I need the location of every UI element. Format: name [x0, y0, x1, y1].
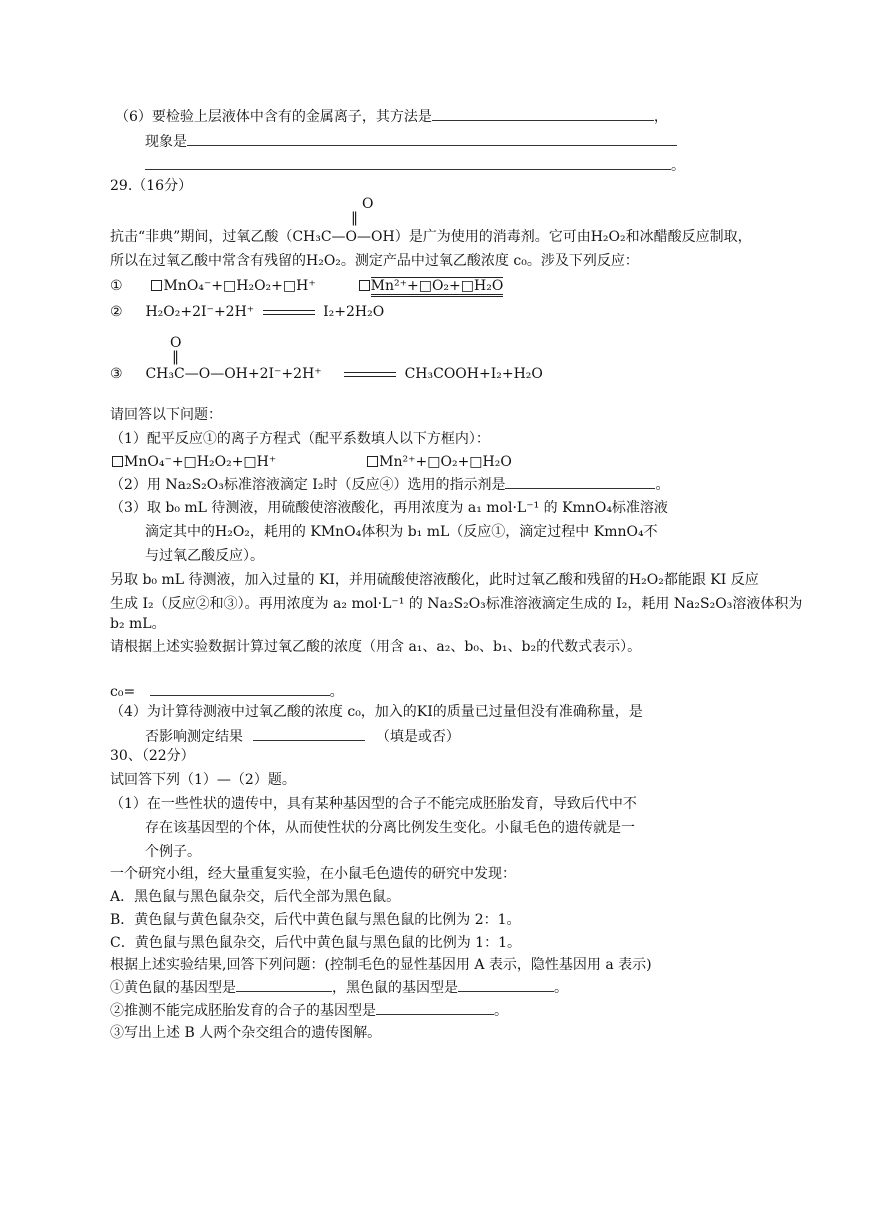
q30-line2: （1）在一些性状的遗传中，具有某种基因型的合子不能完成胚胎发育，导致后代中不	[110, 796, 637, 812]
o-label-2: O	[170, 335, 182, 351]
genotype-black-label: ，黑色鼠的基因型是	[332, 980, 458, 996]
reaction-right: I₂+2H₂O	[323, 304, 385, 320]
answer-blank[interactable]	[145, 155, 671, 170]
lethal-genotype-label: ②推测不能完成胚胎发育的合子的基因型是	[110, 1003, 376, 1019]
q29-intro-line2: 所以在过氧乙酸中常含有残留的H₂O₂。测定产品中过氧乙酸浓度 c₀。涉及下列反应：	[110, 253, 639, 269]
period: 。	[494, 1003, 508, 1019]
q30-line4: 个例子。	[145, 844, 201, 860]
q30-line1: 试回答下列（1）—（2）题。	[110, 772, 296, 788]
part-4-hint: （填是或否）	[375, 729, 460, 745]
answer-blank[interactable]	[236, 977, 332, 992]
answer-blank[interactable]	[253, 726, 365, 741]
q28-6-line3	[145, 155, 685, 176]
coefficient-box[interactable]	[151, 280, 162, 291]
answer-blank[interactable]	[458, 977, 554, 992]
part-1-equation	[110, 452, 512, 472]
double-bond: ‖	[351, 210, 358, 226]
c0-label: c₀=	[110, 684, 136, 700]
period: 。	[655, 477, 670, 493]
q28-6-prefix: （6）要检验上层液体中含有的金属离子，其方法是	[115, 109, 432, 125]
equation-left: MnO₄⁻+□H₂O₂+□H⁺	[124, 454, 277, 470]
equation-right: Mn²⁺+□O₂+□H₂O	[379, 454, 512, 470]
part-3-line7: 请根据上述实验数据计算过氧乙酸的浓度（用含 a₁、a₂、b₀、b₁、b₂的代数式表示）。	[110, 639, 642, 655]
q30-line6: A．黑色鼠与黑色鼠杂交，后代全部为黑色鼠。	[110, 889, 401, 905]
q28-6-comma: ，	[653, 109, 668, 125]
answer-blank[interactable]	[505, 474, 655, 489]
reaction-right: CH₃COOH+I₂+H₂O	[404, 366, 543, 382]
answer-blank[interactable]	[376, 1000, 494, 1015]
part-3-line6: b₂ mL。	[110, 616, 166, 632]
q30-line12: ③写出上述 B 人两个杂交组合的遗传图解。	[110, 1025, 382, 1041]
part-3-line5: 生成 I₂（反应②和③）。再用浓度为 a₂ mol·L⁻¹ 的 Na₂S₂O₃标准溶液滴定生成的 I₂，耗用 Na₂S₂O₃溶液体积为	[110, 596, 803, 612]
reaction-number: ③	[110, 366, 123, 382]
answer-blank[interactable]	[432, 106, 654, 121]
q30-line3: 存在该基因型的个体，从而使性状的分离比例发生变化。小鼠毛色的遗传就是一	[145, 820, 635, 836]
part-1: （1）配平反应①的离子方程式（配平系数填人以下方框内）：	[110, 431, 490, 447]
double-bond-2: ‖	[172, 349, 179, 365]
prompt: 请回答以下问题：	[110, 407, 222, 423]
reaction-number: ②	[110, 304, 123, 320]
q30-line5: 一个研究小组，经大量重复实验，在小鼠毛色遗传的研究中发现：	[110, 866, 516, 882]
q30-line9: 根据上述实验结果,回答下列问题：(控制毛色的显性基因用 A 表示，隐性基因用 a 表示)	[110, 957, 652, 973]
part-4-text: 否影响测定结果	[145, 729, 243, 745]
reaction-left: MnO₄⁻+□H₂O₂+□H⁺	[163, 278, 316, 294]
q30-header: 30、（22分）	[110, 748, 195, 764]
part-2-text: （2）用 Na₂S₂O₃标准溶液滴定 I₂时（反应④）选用的指示剂是	[110, 477, 506, 493]
reaction-3	[110, 364, 543, 384]
q28-6-period: 。	[671, 158, 685, 174]
q29-header: 29.（16分）	[110, 178, 193, 194]
reaction-right: Mn²⁺+□O₂+□H₂O	[371, 277, 504, 297]
q28-6-phenomenon-label: 现象是	[145, 134, 187, 150]
equals-sign	[344, 372, 396, 377]
q28-6-line1	[115, 106, 668, 127]
q30-line7: B．黄色鼠与黄色鼠杂交，后代中黄色鼠与黑色鼠的比例为 2：1。	[110, 912, 521, 928]
period: 。	[554, 980, 568, 996]
q30-line8: C．黄色鼠与黑色鼠杂交，后代中黄色鼠与黑色鼠的比例为 1：1。	[110, 935, 521, 951]
part-3-line2: 滴定其中的H₂O₂，耗用的 KMnO₄体积为 b₁ mL（反应①，滴定过程中 KmnO₄不	[145, 524, 658, 540]
answer-blank[interactable]	[187, 131, 677, 146]
reaction-1	[110, 276, 503, 296]
part-4-line1: （4）为计算待测液中过氧乙酸的浓度 c₀，加入的KI的质量已过量但没有准确称量，是	[110, 704, 643, 720]
period: 。	[329, 684, 344, 700]
part-3-line3: 与过氧乙酸反应）。	[145, 548, 264, 564]
genotype-yellow-label: ①黄色鼠的基因型是	[110, 980, 236, 996]
equals-sign	[263, 310, 315, 315]
coefficient-box[interactable]	[359, 280, 370, 291]
answer-blank[interactable]	[150, 681, 330, 696]
q29-intro-line1: 抗击“非典”期间，过氧乙酸（CH₃C—O—OH）是广为使用的消毒剂。它可由H₂O₂和冰醋酸反应制取，	[110, 229, 752, 245]
q30-line11	[110, 1000, 508, 1021]
c0-answer	[110, 681, 344, 702]
part-2	[110, 474, 669, 495]
o-label: O	[362, 196, 374, 212]
coefficient-box[interactable]	[112, 456, 123, 467]
coefficient-box[interactable]	[367, 456, 378, 467]
part-3-line1: （3）取 b₀ mL 待测液，用硫酸使溶液酸化，再用浓度为 a₁ mol·L⁻¹ 的 KmnO₄标准溶液	[110, 500, 668, 516]
q28-6-line2	[145, 131, 677, 152]
reaction-left: CH₃C—O—OH+2I⁻+2H⁺	[145, 366, 322, 382]
part-3-line4: 另取 b₀ mL 待测液，加入过量的 KI，并用硫酸使溶液酸化，此时过氧乙酸和残留的H₂O₂都能跟 KI 反应	[110, 572, 759, 588]
reaction-number: ①	[110, 278, 123, 294]
reaction-left: H₂O₂+2I⁻+2H⁺	[145, 304, 255, 320]
part-4-line2	[145, 726, 460, 747]
reaction-2	[110, 302, 384, 322]
q30-line10	[110, 977, 568, 998]
